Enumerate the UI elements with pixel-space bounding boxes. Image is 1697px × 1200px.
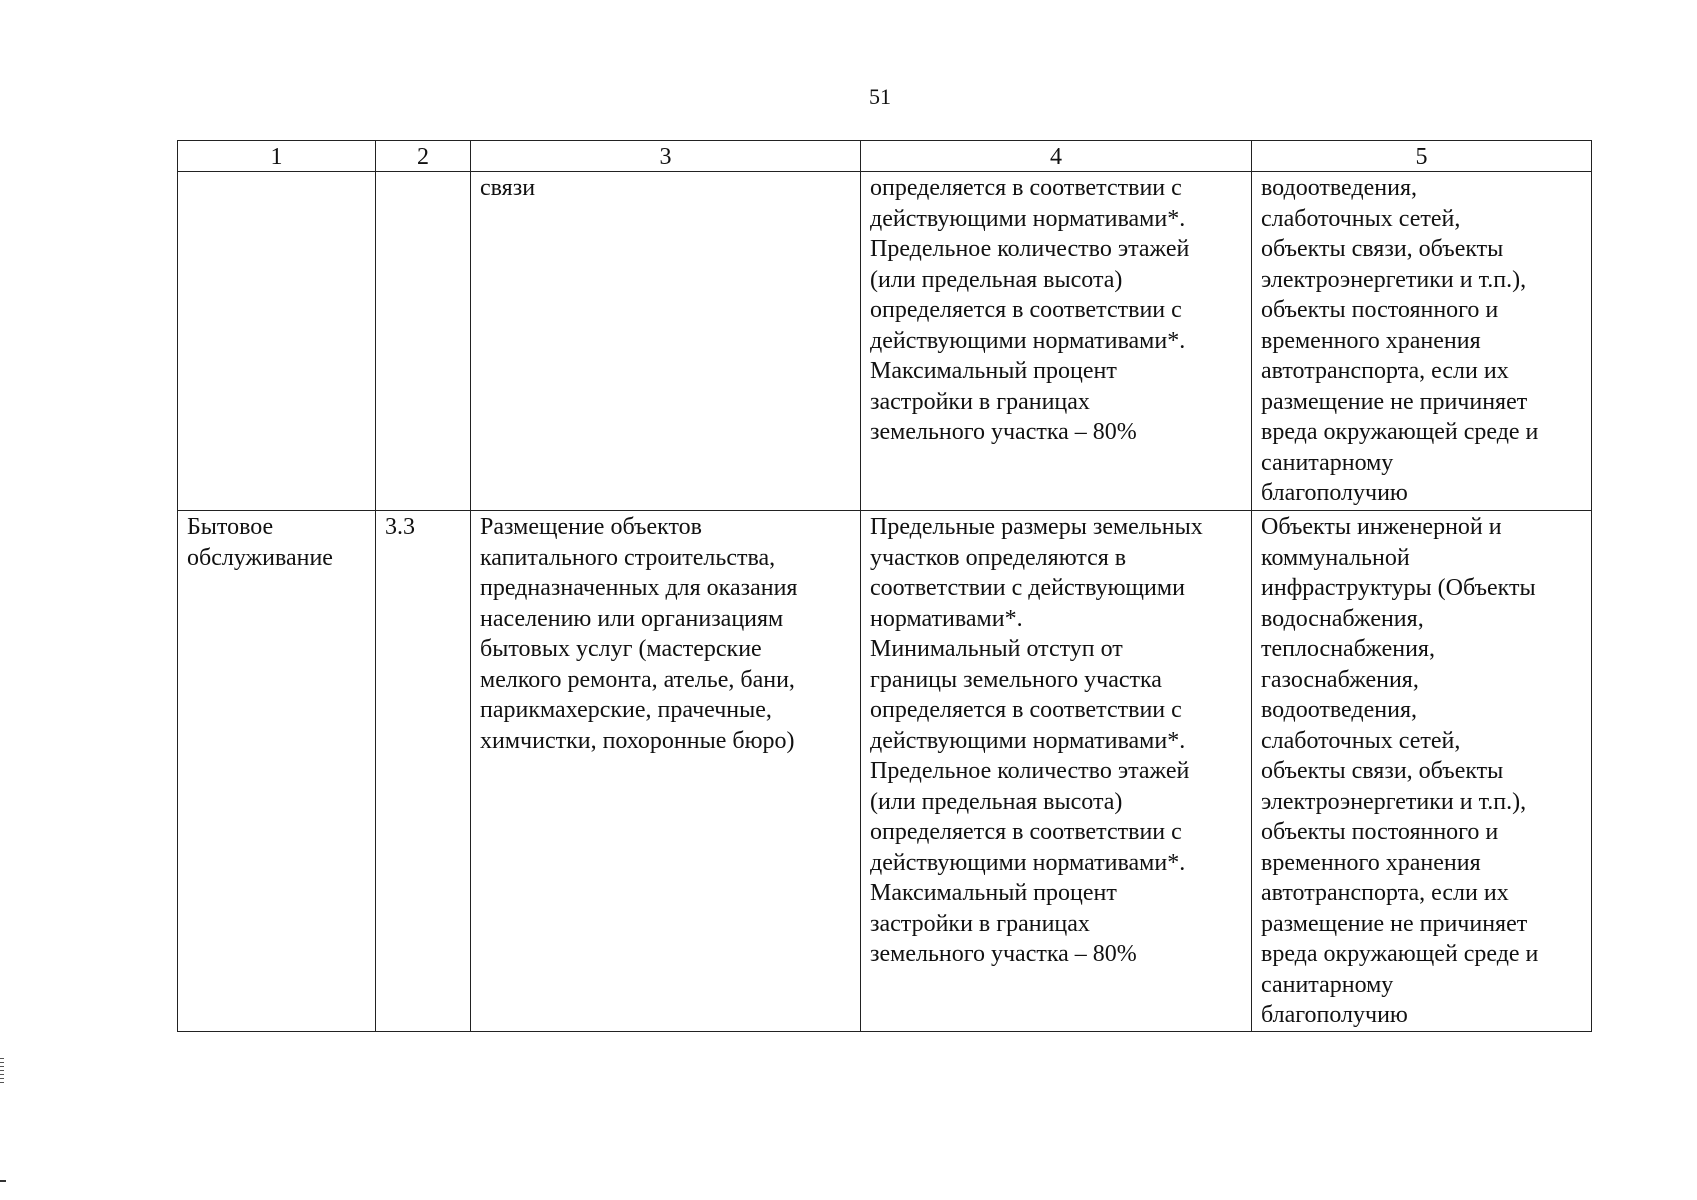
cell-use-name: Бытовое обслуживание	[178, 511, 376, 1032]
scan-artifact-marks	[0, 1058, 4, 1118]
cell-description: связи	[471, 172, 861, 511]
cell-code	[376, 172, 471, 511]
column-header-3: 3	[471, 141, 861, 172]
column-header-5: 5	[1252, 141, 1592, 172]
cell-auxiliary-uses: водоотведения, слаботочных сетей, объекты связи, объекты электроэнергетики и т.п.), объекты постоянного и временного хранения автотранспорта, если их размещение не причиняет вреда окружающей среде и санитарному благополучию	[1252, 172, 1592, 511]
cell-use-name	[178, 172, 376, 511]
column-header-1: 1	[178, 141, 376, 172]
column-header-4: 4	[861, 141, 1252, 172]
cell-auxiliary-uses: Объекты инженерной и коммунальной инфраструктуры (Объекты водоснабжения, теплоснабжения, газоснабжения, водоотведения, слаботочных сетей, объекты связи, объекты электроэнергетики и т.п.), объекты постоянного и временного хранения автотранспорта, если их размещение не причиняет вреда окружающей среде и санитарному благополучию	[1252, 511, 1592, 1032]
column-header-2: 2	[376, 141, 471, 172]
scan-artifact-dash	[0, 1180, 6, 1182]
cell-description: Размещение объектов капитального строительства, предназначенных для оказания населению или организациям бытовых услуг (мастерские мелкого ремонта, ателье, бани, парикмахерские, прачечные, химчистки, похоронные бюро)	[471, 511, 861, 1032]
table-row	[178, 172, 1592, 511]
cell-parameters: Предельные размеры земельных участков определяются в соответствии с действующими нормативами*. Минимальный отступ от границы земельного участка определяется в соответствии с действующими нормативами*. Предельное количество этажей (или предельная высота) определяется в соответствии с действующими нормативами*. Максимальный процент застройки в границах земельного участка – 80%	[861, 511, 1252, 1032]
cell-parameters: определяется в соответствии с действующими нормативами*. Предельное количество этажей (или предельная высота) определяется в соответствии с действующими нормативами*. Максимальный процент застройки в границах земельного участка – 80%	[861, 172, 1252, 511]
land-use-table	[177, 140, 1592, 1032]
table-row	[178, 511, 1592, 1032]
page-number: 51	[869, 84, 891, 109]
table-header-row	[178, 141, 1592, 172]
cell-code: 3.3	[376, 511, 471, 1032]
